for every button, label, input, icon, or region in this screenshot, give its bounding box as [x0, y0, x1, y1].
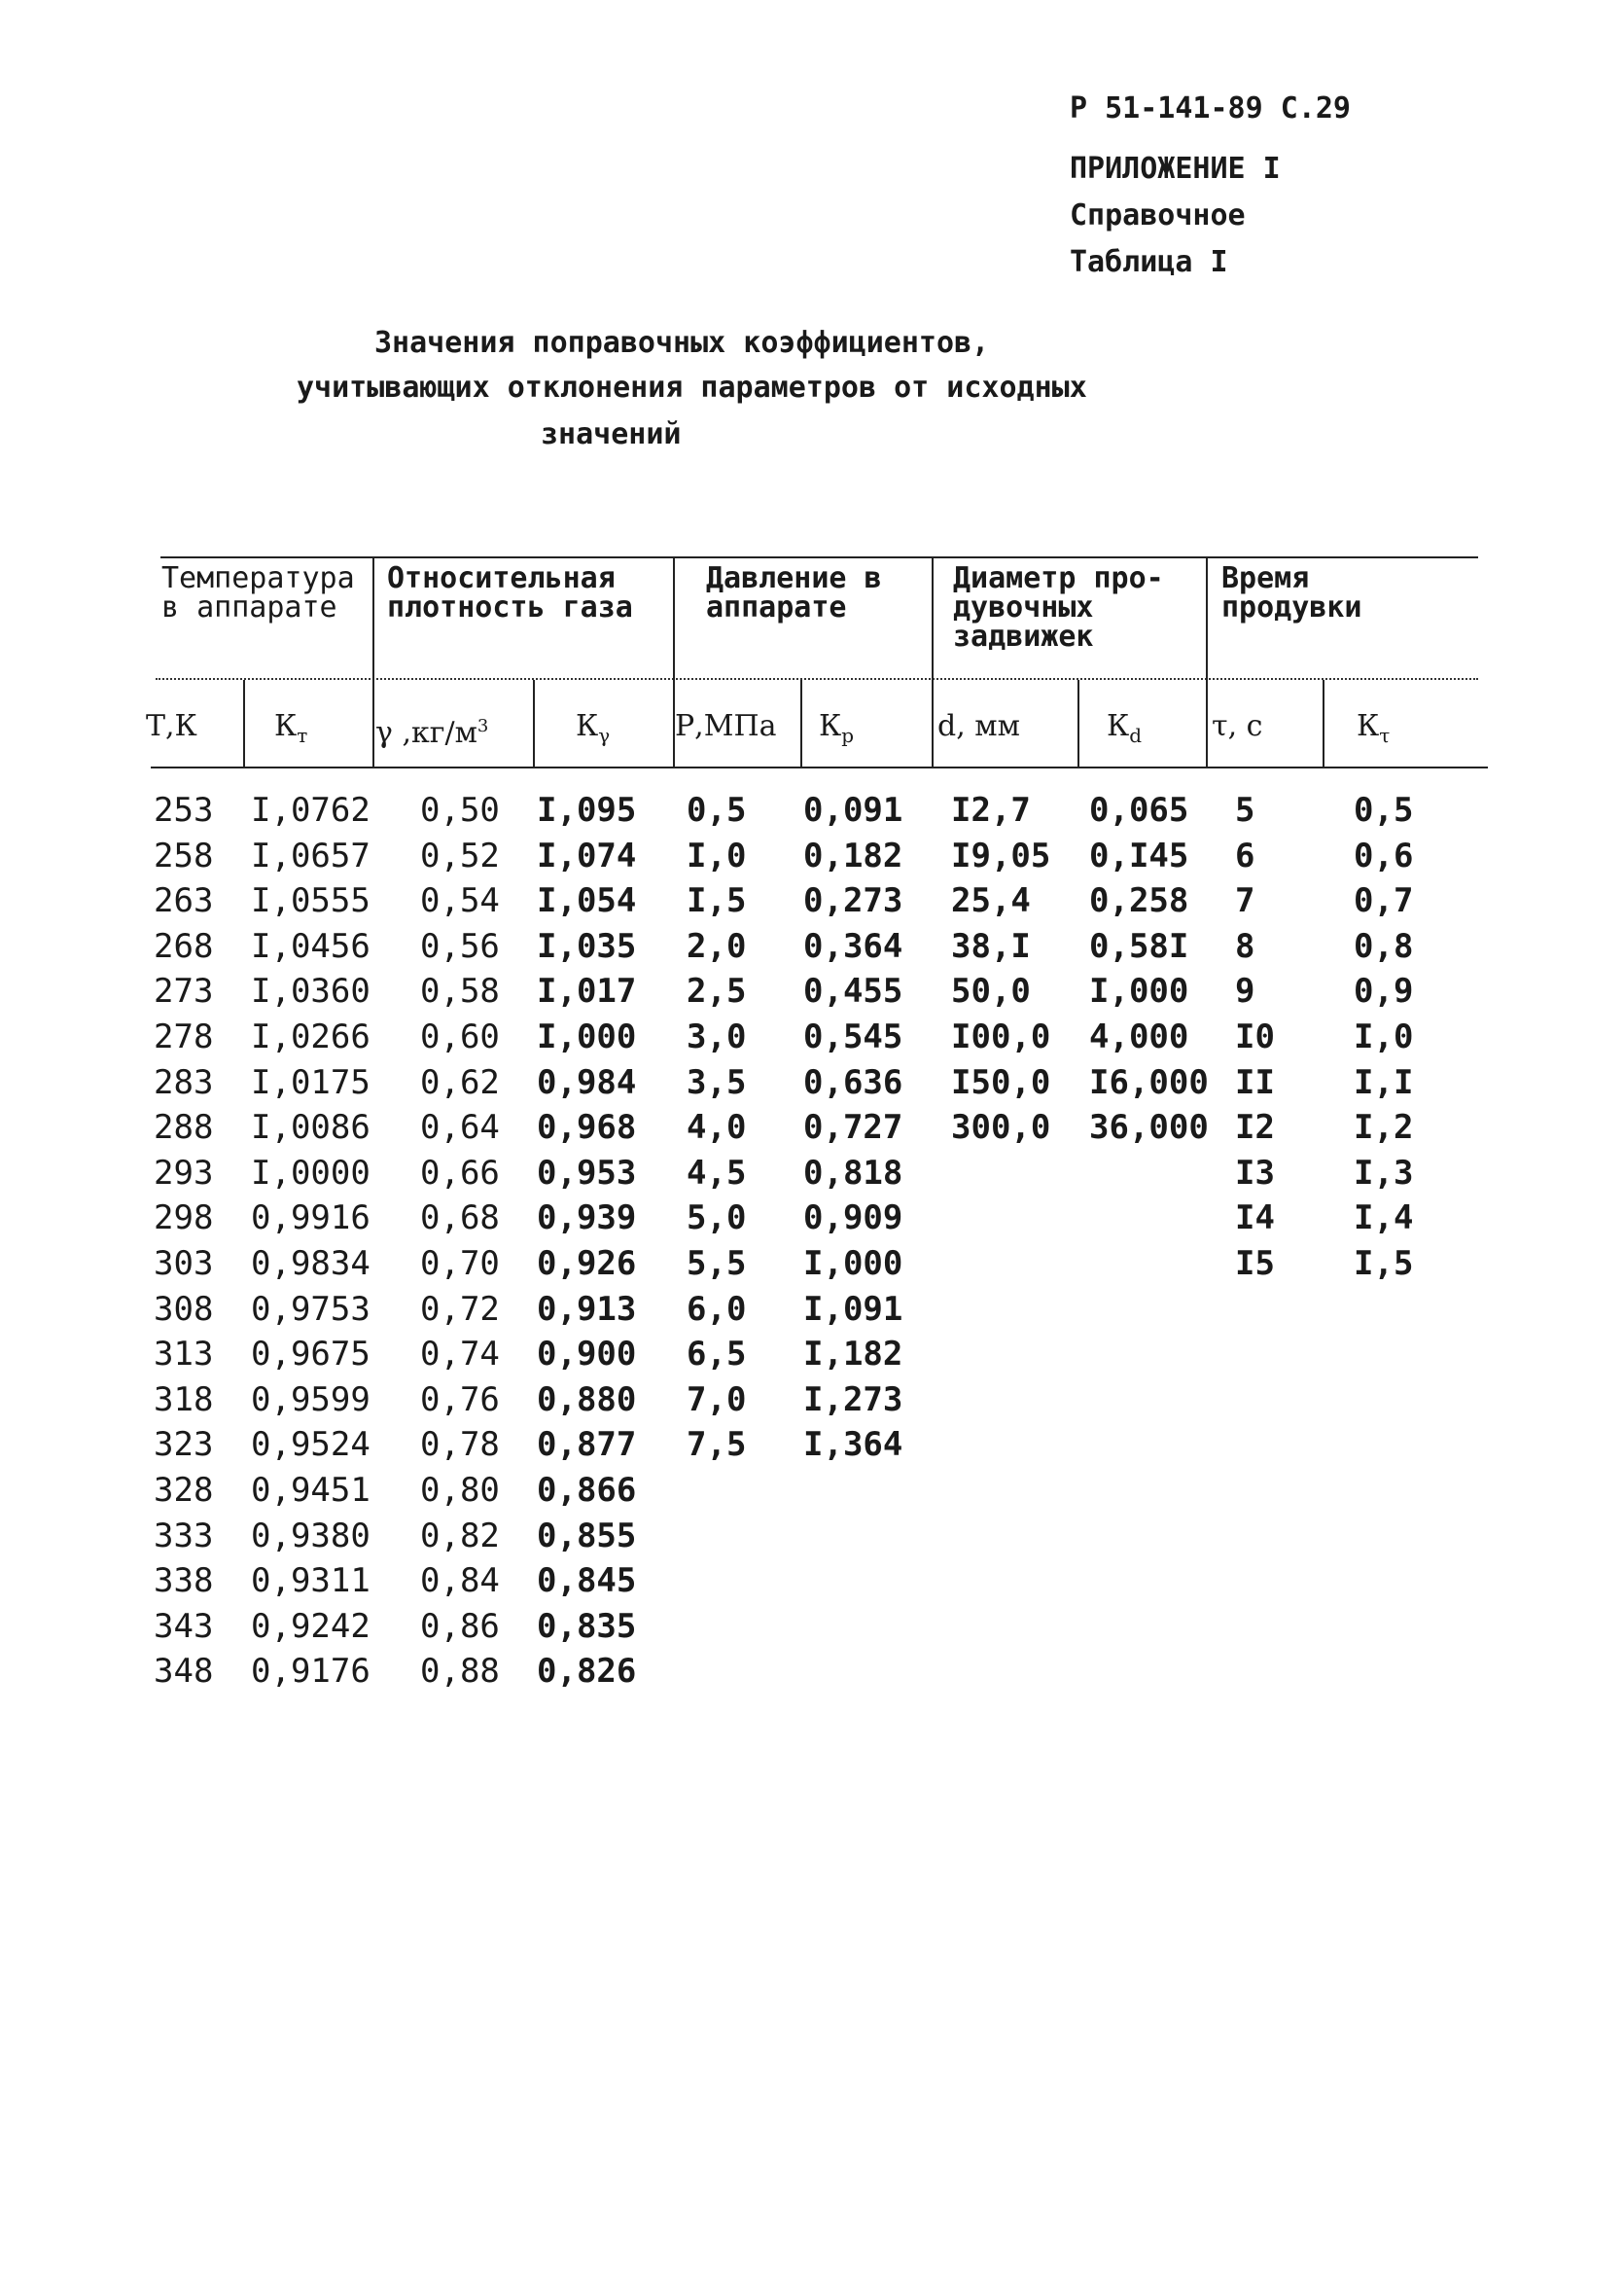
subheader-kd: $К_d$ [1107, 709, 1143, 747]
table-cell: 3,0 [687, 1017, 747, 1056]
table-cell: 278 [154, 1017, 214, 1056]
table-cell: I,017 [537, 972, 637, 1012]
table-cell: 0,9380 [251, 1516, 371, 1555]
table-cell: 0,9242 [251, 1606, 371, 1646]
table-cell: 0,968 [537, 1108, 637, 1148]
table-cell: 0,84 [420, 1561, 500, 1601]
table-cell: I,0 [1354, 1017, 1414, 1056]
table-cell: 0,9834 [251, 1243, 371, 1283]
table-cell: 0,56 [420, 926, 500, 966]
column-kp [803, 788, 902, 1468]
table-cell: 5,5 [687, 1243, 747, 1283]
table-cell: I,0360 [251, 972, 371, 1012]
table-cell: I,364 [803, 1425, 903, 1465]
table-cell: 8 [1235, 926, 1255, 966]
table-cell: 0,9176 [251, 1652, 371, 1692]
column-ktau [1354, 788, 1413, 1287]
table-cell: 5,0 [687, 1198, 747, 1238]
table-cell: I,4 [1354, 1198, 1414, 1238]
table-cell: 0,866 [537, 1470, 637, 1510]
table-cell: 0,50 [420, 791, 500, 830]
table-cell: I,0000 [251, 1153, 371, 1193]
table-cell: I,0762 [251, 791, 371, 830]
table-cell: I,0 [687, 836, 747, 875]
table-cell: 0,64 [420, 1108, 500, 1148]
table-cell: 0,913 [537, 1289, 637, 1329]
column-kt [251, 788, 371, 1695]
divider-d-kd [1077, 680, 1079, 767]
table-cell: I,0086 [251, 1108, 371, 1148]
column-pressure [687, 788, 746, 1468]
table-cell: 253 [154, 791, 214, 830]
table-cell: I,3 [1354, 1153, 1414, 1193]
reference-status: Справочное [1070, 198, 1246, 232]
table-cell: 0,545 [803, 1017, 903, 1056]
table-cell: 0,88 [420, 1652, 500, 1692]
table-cell: I,000 [537, 1017, 637, 1056]
table-cell: I,5 [1354, 1243, 1414, 1283]
table-cell: 0,5 [687, 791, 747, 830]
table-cell: 0,9524 [251, 1425, 371, 1465]
table-cell: 0,939 [537, 1198, 637, 1238]
subheader-tau: τ, с [1212, 709, 1263, 743]
table-cell: I,054 [537, 881, 637, 921]
divider-diameter-time [1206, 558, 1208, 767]
table-cell: I,091 [803, 1289, 903, 1329]
table-cell: 283 [154, 1062, 214, 1102]
table-cell: 0,78 [420, 1425, 500, 1465]
table-cell: 50,0 [951, 972, 1031, 1012]
divider-t-kt [243, 680, 245, 767]
divider-p-kp [800, 680, 802, 767]
table-cell: 0,52 [420, 836, 500, 875]
table-cell: 0,727 [803, 1108, 903, 1148]
table-cell: 3,5 [687, 1062, 747, 1102]
table-cell: 36,000 [1089, 1108, 1209, 1148]
table-cell: 25,4 [951, 881, 1031, 921]
table-top-rule [160, 556, 1478, 558]
column-diameter [951, 788, 1050, 1151]
table-cell: 0,9599 [251, 1379, 371, 1419]
table-cell: 0,62 [420, 1062, 500, 1102]
table-cell: I,273 [803, 1379, 903, 1419]
table-cell: 0,091 [803, 791, 903, 830]
table-cell: 6 [1235, 836, 1255, 875]
table-cell: 7,5 [687, 1425, 747, 1465]
table-cell: 4,0 [687, 1108, 747, 1148]
table-cell: I2 [1235, 1108, 1275, 1148]
column-gamma [420, 788, 500, 1695]
table-cell: 0,909 [803, 1198, 903, 1238]
divider-pressure-diameter [932, 558, 934, 767]
table-cell: 6,0 [687, 1289, 747, 1329]
table-cell: I,000 [803, 1243, 903, 1283]
subheader-ktau: $К_\tau$ [1357, 709, 1391, 747]
table-cell: 288 [154, 1108, 214, 1148]
table-cell: II [1235, 1062, 1275, 1102]
table-cell: I,000 [1089, 972, 1189, 1012]
table-cell: 338 [154, 1561, 214, 1601]
table-cell: 0,258 [1089, 881, 1189, 921]
table-cell: I,5 [687, 881, 747, 921]
group-header-density: Относительная плотность газа [387, 561, 633, 625]
table-cell: I00,0 [951, 1017, 1051, 1056]
table-cell: 6,5 [687, 1335, 747, 1375]
table-cell: 0,636 [803, 1062, 903, 1102]
table-cell: 9 [1235, 972, 1255, 1012]
table-cell: 0,855 [537, 1516, 637, 1555]
table-cell: 0,364 [803, 926, 903, 966]
table-cell: 0,I45 [1089, 836, 1189, 875]
divider-temperature-density [372, 558, 374, 767]
document-number: Р 51-141-89 С.29 [1070, 91, 1351, 125]
group-header-pressure: Давление в аппарате [706, 561, 882, 625]
table-cell: 0,9675 [251, 1335, 371, 1375]
appendix-label: ПРИЛОЖЕНИЕ I [1070, 152, 1281, 186]
table-cell: 0,9451 [251, 1470, 371, 1510]
table-cell: 0,58I [1089, 926, 1189, 966]
table-cell: I4 [1235, 1198, 1275, 1238]
header-divider-rule [156, 678, 1478, 680]
table-cell: 0,880 [537, 1379, 637, 1419]
group-header-time: Время продувки [1221, 561, 1362, 625]
table-cell: I3 [1235, 1153, 1275, 1193]
table-cell: 0,065 [1089, 791, 1189, 830]
table-cell: 348 [154, 1652, 214, 1692]
table-cell: I,095 [537, 791, 637, 830]
table-cell: 0,6 [1354, 836, 1414, 875]
table-cell: I0 [1235, 1017, 1275, 1056]
table-cell: I50,0 [951, 1062, 1051, 1102]
table-cell: 0,66 [420, 1153, 500, 1193]
table-cell: I9,05 [951, 836, 1051, 875]
table-cell: 0,953 [537, 1153, 637, 1193]
subheader-pressure: Р,МПа [675, 709, 777, 743]
group-header-temperature: Температура в аппарате [161, 561, 355, 625]
table-cell: 258 [154, 836, 214, 875]
table-cell: 333 [154, 1516, 214, 1555]
divider-tau-ktau [1323, 680, 1324, 767]
table-cell: I6,000 [1089, 1062, 1209, 1102]
table-cell: 0,86 [420, 1606, 500, 1646]
table-cell: 0,80 [420, 1470, 500, 1510]
column-temperature [154, 788, 213, 1695]
table-title-line-3: значений [541, 417, 682, 451]
table-cell: 2,5 [687, 972, 747, 1012]
table-cell: 0,877 [537, 1425, 637, 1465]
table-cell: 7,0 [687, 1379, 747, 1419]
table-cell: I,0555 [251, 881, 371, 921]
table-cell: 0,9 [1354, 972, 1414, 1012]
table-cell: 0,900 [537, 1335, 637, 1375]
header-bottom-rule [151, 767, 1488, 768]
table-cell: 0,54 [420, 881, 500, 921]
table-cell: 298 [154, 1198, 214, 1238]
table-cell: 0,7 [1354, 881, 1414, 921]
subheader-diameter: d, мм [937, 709, 1020, 743]
table-cell: 0,984 [537, 1062, 637, 1102]
table-cell: I,2 [1354, 1108, 1414, 1148]
subheader-kt: $К_т$ [274, 709, 308, 747]
table-cell: I5 [1235, 1243, 1275, 1283]
subheader-kgamma: $К_\gamma$ [576, 709, 611, 747]
column-tau [1235, 788, 1275, 1287]
table-cell: 4,000 [1089, 1017, 1189, 1056]
table-cell: 5 [1235, 791, 1255, 830]
divider-gamma-kg [533, 680, 535, 767]
subheader-kp: $К_р$ [819, 709, 855, 747]
table-cell: 0,8 [1354, 926, 1414, 966]
table-cell: 0,273 [803, 881, 903, 921]
table-cell: 0,60 [420, 1017, 500, 1056]
table-cell: 273 [154, 972, 214, 1012]
column-kgamma [537, 788, 636, 1695]
table-cell: 0,926 [537, 1243, 637, 1283]
table-cell: 263 [154, 881, 214, 921]
table-cell: 0,455 [803, 972, 903, 1012]
table-cell: 2,0 [687, 926, 747, 966]
table-cell: I,0175 [251, 1062, 371, 1102]
table-cell: 0,9311 [251, 1561, 371, 1601]
table-cell: 313 [154, 1335, 214, 1375]
table-cell: 4,5 [687, 1153, 747, 1193]
table-cell: 0,70 [420, 1243, 500, 1283]
table-cell: 38,I [951, 926, 1031, 966]
table-cell: 0,74 [420, 1335, 500, 1375]
table-cell: 0,9916 [251, 1198, 371, 1238]
table-cell: 343 [154, 1606, 214, 1646]
table-cell: 7 [1235, 881, 1255, 921]
table-title-line-2: учитывающих отклонения параметров от исходных [297, 371, 1087, 405]
table-cell: I,0266 [251, 1017, 371, 1056]
table-cell: 0,5 [1354, 791, 1414, 830]
table-cell: 0,58 [420, 972, 500, 1012]
table-cell: I,035 [537, 926, 637, 966]
table-cell: I2,7 [951, 791, 1031, 830]
table-cell: 0,182 [803, 836, 903, 875]
table-cell: 308 [154, 1289, 214, 1329]
table-cell: 300,0 [951, 1108, 1051, 1148]
table-title-line-1: Значения поправочных коэффициентов, [374, 326, 990, 360]
column-kd [1089, 788, 1209, 1151]
table-cell: 0,835 [537, 1606, 637, 1646]
table-cell: 303 [154, 1243, 214, 1283]
table-cell: 328 [154, 1470, 214, 1510]
table-cell: 318 [154, 1379, 214, 1419]
subheader-gamma: γ $,кг/м^3$ [375, 716, 489, 750]
table-cell: 0,9753 [251, 1289, 371, 1329]
table-cell: I,I [1354, 1062, 1414, 1102]
table-cell: 0,82 [420, 1516, 500, 1555]
table-cell: I,0456 [251, 926, 371, 966]
table-cell: 293 [154, 1153, 214, 1193]
table-cell: 268 [154, 926, 214, 966]
table-cell: 0,818 [803, 1153, 903, 1193]
group-header-diameter: Диаметр про- дувочных задвижек [953, 561, 1164, 654]
table-label: Таблица I [1070, 245, 1228, 279]
table-cell: 323 [154, 1425, 214, 1465]
table-cell: 0,68 [420, 1198, 500, 1238]
table-cell: 0,845 [537, 1561, 637, 1601]
table-cell: I,182 [803, 1335, 903, 1375]
table-cell: 0,826 [537, 1652, 637, 1692]
subheader-temperature-k: Т,К [146, 709, 197, 743]
table-cell: 0,72 [420, 1289, 500, 1329]
table-cell: 0,76 [420, 1379, 500, 1419]
table-cell: I,074 [537, 836, 637, 875]
table-cell: I,0657 [251, 836, 371, 875]
